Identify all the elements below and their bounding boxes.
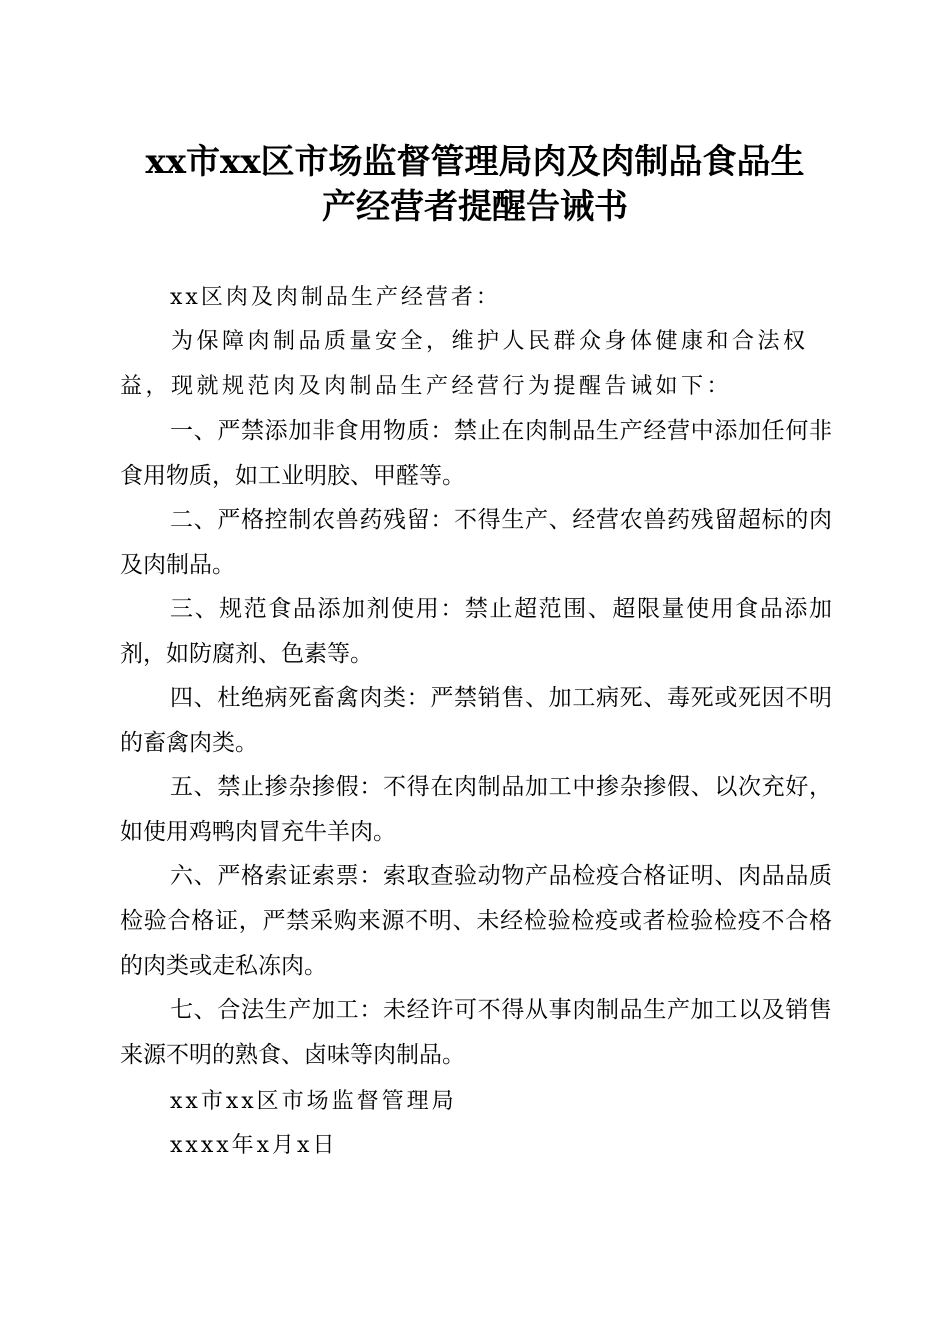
document-title-line-2: 产经营者提醒告诫书 [322,187,628,227]
intro-paragraph: 为保障肉制品质量安全，维护人民群众身体健康和合法权益，现就规范肉及肉制品生产经营行为提醒告诫如下： [120,329,809,399]
clause-2: 二、严格控制农兽药残留：不得生产、经营农兽药残留超标的肉及肉制品。 [120,507,832,578]
clause-7: 七、合法生产加工：未经许可不得从事肉制品生产加工以及销售来源不明的熟食、卤味等肉制品。 [120,997,832,1068]
clause-1: 一、严禁添加非食用物质：禁止在肉制品生产经营中添加任何非食用物质，如工业明胶、甲醛等。 [120,418,832,489]
signature-date: xxxx年x月x日 [170,1133,338,1158]
clause-6: 六、严格索证索票：索取查验动物产品检疫合格证明、肉品品质检验合格证，严禁采购来源不明、未经检验检疫或者检验检疫不合格的肉类或走私冻肉。 [120,863,832,979]
clause-3: 三、规范食品添加剂使用：禁止超范围、超限量使用食品添加剂，如防腐剂、色素等。 [120,596,832,667]
signature-authority: xx市xx区市场监督管理局 [170,1089,457,1114]
document-title-line-1: xx市xx区市场监督管理局肉及肉制品食品生 [145,142,805,182]
clause-5: 五、禁止掺杂掺假：不得在肉制品加工中掺杂掺假、以次充好，如使用鸡鸭肉冒充牛羊肉。 [120,774,832,845]
clause-4: 四、杜绝病死畜禽肉类：严禁销售、加工病死、毒死或死因不明的畜禽肉类。 [120,685,832,756]
salutation: xx区肉及肉制品生产经营者： [170,285,501,310]
